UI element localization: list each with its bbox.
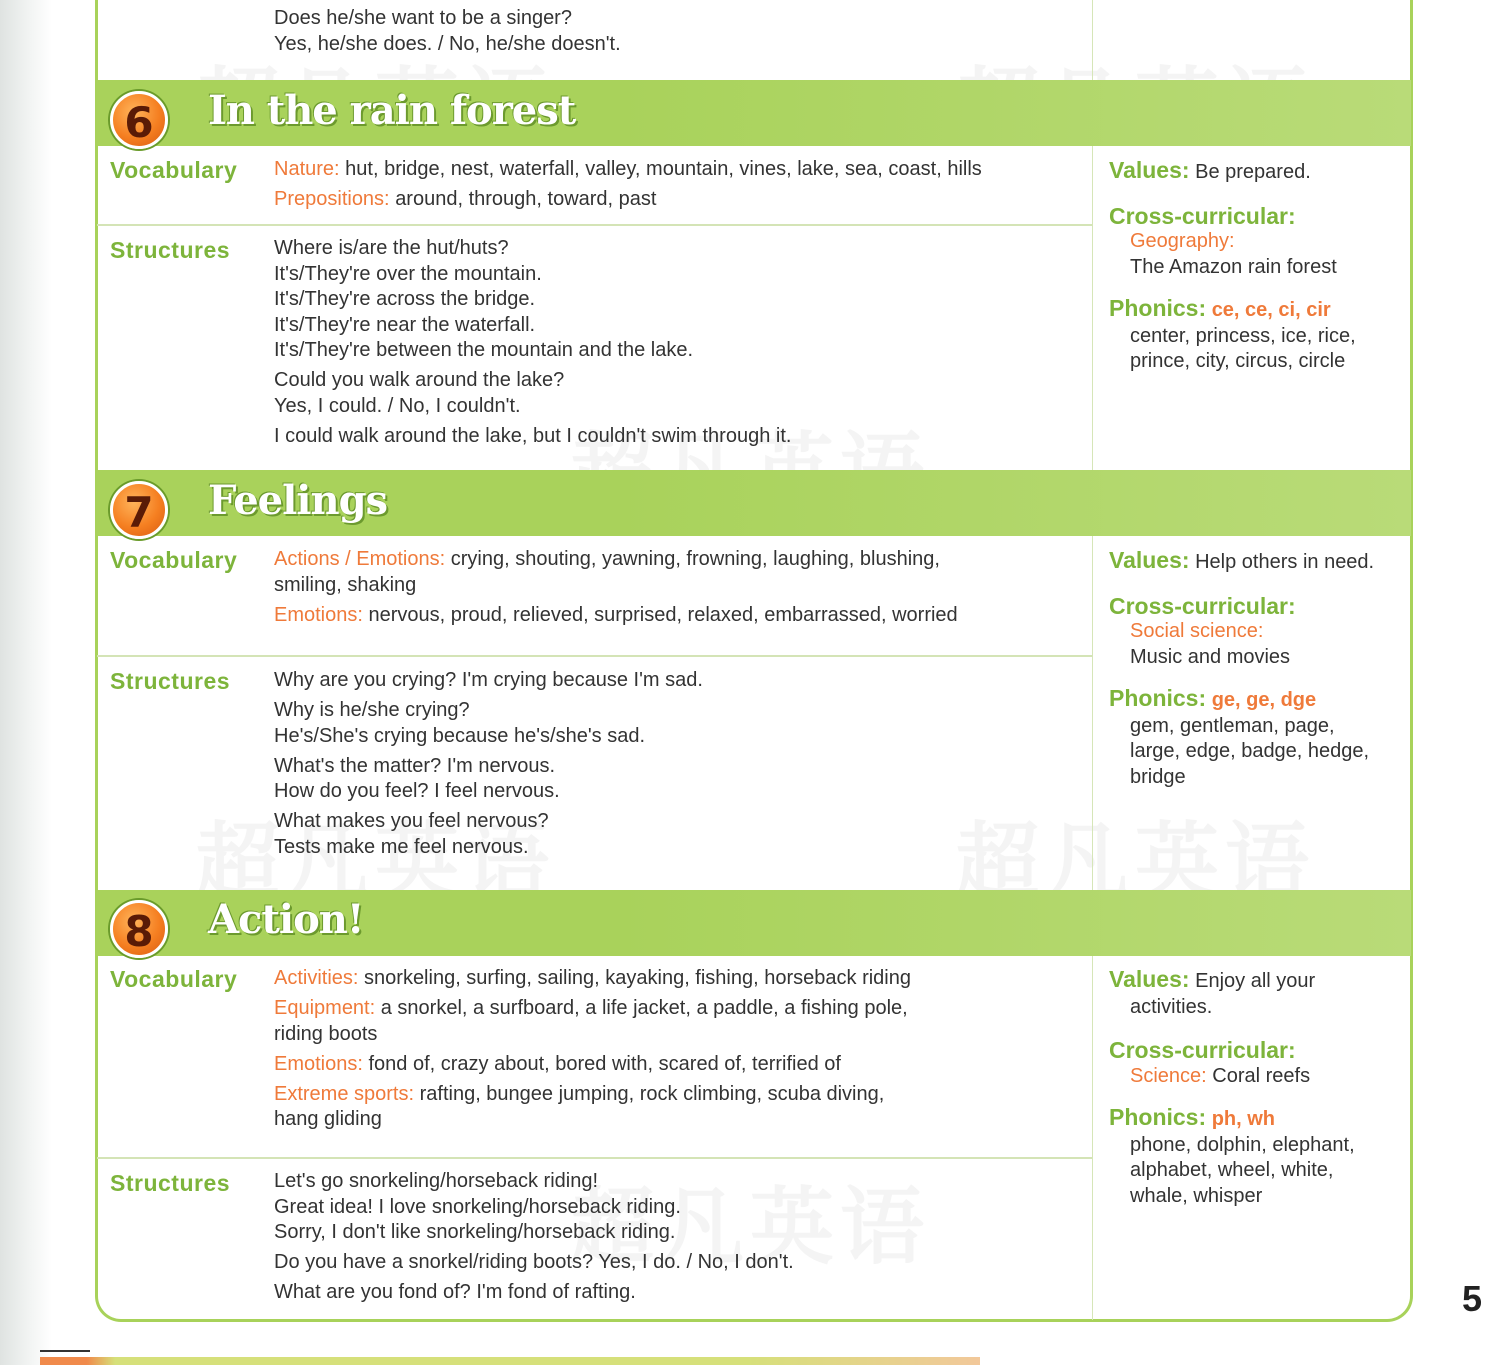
structure-line: I could walk around the lake, but I couldn't swim through it. [274, 424, 792, 447]
phonics-sounds: ge, ge, dge [1211, 689, 1317, 711]
structure-line: He's/She's crying because he's/she's sad. [274, 724, 646, 747]
cross-curricular-label: Cross-curricular: [1109, 1037, 1296, 1063]
structure-line: Yes, he/she does. / No, he/she doesn't. [274, 32, 621, 55]
values-label: Values: [1109, 966, 1190, 992]
structure-line: Sorry, I don't like snorkeling/horseback riding. [274, 1221, 676, 1243]
values-text: Enjoy all your [1195, 970, 1316, 992]
structure-line: What makes you feel nervous? [274, 810, 549, 832]
vocabulary-label: Vocabulary [110, 157, 238, 183]
phonics-words: bridge [1130, 765, 1186, 788]
row-divider [97, 224, 1092, 226]
values-label: Values: [1109, 547, 1190, 573]
structure-line: Do you have a snorkel/riding boots? Yes, I do. / No, I don't. [274, 1251, 794, 1273]
phonics-words: whale, whisper [1130, 1184, 1263, 1207]
vocab-category: Nature: [274, 158, 340, 180]
vocab-category: Equipment: [274, 997, 376, 1019]
structure-line: Great idea! I love snorkeling/horseback riding. [274, 1195, 681, 1218]
phonics-words: phone, dolphin, elephant, [1130, 1133, 1355, 1156]
column-divider [1092, 536, 1093, 890]
phonics-words: gem, gentleman, page, [1130, 714, 1335, 737]
structure-line: What's the matter? I'm nervous. [274, 754, 556, 777]
unit-7-vocabulary [274, 547, 1084, 628]
vocab-words: smiling, shaking [274, 573, 417, 596]
structure-line: Tests make me feel nervous. [274, 835, 529, 858]
unit-number-badge: 7 [110, 481, 168, 539]
cross-text: The Amazon rain forest [1130, 255, 1337, 278]
unit-title: In the rain forest [208, 87, 576, 134]
structures-label: Structures [110, 237, 231, 263]
vocab-category: Activities: [274, 967, 359, 989]
cross-subject: Social science: [1130, 620, 1264, 642]
values-text: Help others in need. [1195, 551, 1375, 573]
vocabulary-label: Vocabulary [110, 966, 238, 992]
column-divider [1092, 146, 1093, 470]
vocab-words: fond of, crazy about, bored with, scared of, terrified of [368, 1052, 841, 1075]
phonics-sounds: ce, ce, ci, cir [1211, 299, 1331, 321]
vocabulary-label: Vocabulary [110, 547, 238, 573]
structure-line: Why is he/she crying? [274, 699, 470, 721]
next-page-strip [40, 1357, 980, 1365]
structure-line: Yes, I could. / No, I couldn't. [274, 394, 521, 417]
column-divider [1092, 0, 1093, 80]
unit-number-badge: 6 [110, 91, 168, 149]
structure-line: How do you feel? I feel nervous. [274, 780, 560, 802]
vocab-category: Actions / Emotions: [274, 548, 446, 570]
structure-line: It's/They're between the mountain and the lake. [274, 339, 694, 361]
structure-line: Where is/are the hut/huts? [274, 237, 509, 259]
unit-8-sidebar [1109, 967, 1409, 1209]
values-label: Values: [1109, 157, 1190, 183]
unit-6-structures [274, 236, 1084, 449]
structure-line: It's/They're over the mountain. [274, 262, 542, 285]
cross-subject: Geography: [1130, 230, 1235, 252]
structure-line: Could you walk around the lake? [274, 369, 565, 391]
vocab-category: Extreme sports: [274, 1082, 415, 1105]
vocab-words: hut, bridge, nest, waterfall, valley, mountain, vines, lake, sea, coast, hills [345, 158, 982, 180]
unit5-structures-tail [274, 6, 1084, 57]
phonics-words: prince, city, circus, circle [1130, 350, 1346, 372]
unit-title: Action! [208, 896, 364, 943]
structures-label: Structures [110, 668, 231, 694]
unit-8-vocabulary [274, 966, 1084, 1133]
column-divider [1092, 956, 1093, 1320]
vocab-words: snorkeling, surfing, sailing, kayaking, fishing, horseback riding [364, 967, 911, 989]
unit-title: Feelings [208, 477, 388, 524]
vocab-words: crying, shouting, yawning, frowning, laughing, blushing, [450, 548, 940, 570]
row-divider [97, 655, 1092, 657]
cross-curricular-label: Cross-curricular: [1109, 592, 1296, 619]
unit-6-vocabulary [274, 157, 1084, 213]
vocab-words: around, through, toward, past [395, 188, 657, 210]
phonics-label: Phonics: [1109, 685, 1207, 711]
phonics-words: center, princess, ice, rice, [1130, 324, 1356, 347]
values-text: activities. [1130, 995, 1213, 1018]
phonics-label: Phonics: [1109, 295, 1207, 321]
unit-number-badge: 8 [110, 900, 168, 958]
unit-8-structures [274, 1169, 1084, 1306]
vocab-words: riding boots [274, 1022, 378, 1045]
vocab-words: hang gliding [274, 1108, 382, 1130]
phonics-words: large, edge, badge, hedge, [1130, 740, 1370, 762]
structure-line: What are you fond of? I'm fond of rafting. [274, 1281, 636, 1303]
phonics-label: Phonics: [1109, 1104, 1207, 1130]
vocab-words: nervous, proud, relieved, surprised, relaxed, embarrassed, worried [368, 603, 958, 626]
page-edge-shadow [0, 0, 52, 1365]
cross-text: Music and movies [1130, 645, 1291, 668]
vocab-category: Emotions: [274, 1052, 363, 1075]
cross-curricular-label: Cross-curricular: [1109, 202, 1296, 229]
cross-subject: Science: [1130, 1064, 1207, 1087]
vocab-words: a snorkel, a surfboard, a life jacket, a paddle, a fishing pole, [380, 997, 908, 1019]
structure-line: Let's go snorkeling/horseback riding! [274, 1170, 599, 1192]
cross-text: Coral reefs [1212, 1064, 1311, 1087]
unit-6-sidebar [1109, 158, 1409, 375]
vocab-words: rafting, bungee jumping, rock climbing, scuba diving, [419, 1082, 885, 1105]
unit-7-structures [274, 668, 1084, 860]
unit-7-sidebar [1109, 548, 1409, 790]
vocab-category: Prepositions: [274, 188, 390, 210]
structure-line: Does he/she want to be a singer? [274, 7, 572, 29]
structure-line: It's/They're across the bridge. [274, 288, 536, 310]
structures-label: Structures [110, 1170, 231, 1196]
phonics-sounds: ph, wh [1211, 1108, 1276, 1130]
row-divider [97, 1157, 1092, 1159]
structure-line: It's/They're near the waterfall. [274, 313, 536, 336]
page-edge-line [40, 1350, 90, 1352]
vocab-category: Emotions: [274, 603, 363, 626]
phonics-words: alphabet, wheel, white, [1130, 1159, 1334, 1181]
structure-line: Why are you crying? I'm crying because I'm sad. [274, 669, 703, 691]
page-number: 5 [1462, 1278, 1483, 1319]
values-text: Be prepared. [1195, 161, 1311, 183]
